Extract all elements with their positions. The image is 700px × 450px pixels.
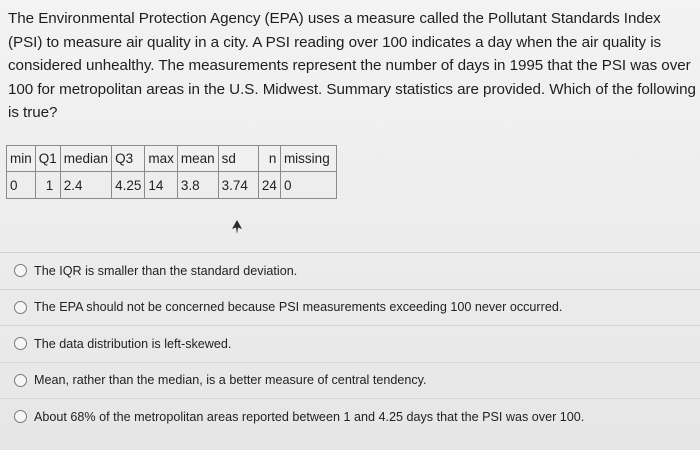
- radio-button[interactable]: [14, 410, 27, 423]
- radio-button[interactable]: [14, 301, 27, 314]
- header-n: n: [258, 146, 280, 172]
- radio-button[interactable]: [14, 264, 27, 277]
- value-min: 0: [7, 172, 36, 199]
- header-q3: Q3: [112, 146, 145, 172]
- option-4[interactable]: [0, 362, 700, 399]
- question-text: The Environmental Protection Agency (EPA) uses a measure called the Pollutant Standards Index (PSI) to measure air quality in a city. A PSI reading over 100 indicates a day when the air quality is considered unhealthy. The measurements represent the number of days in 1995 that the PSI was over 100 for metropolitan areas in the U.S. Midwest. Summary statistics are provided. Which of the following is true?: [8, 10, 696, 122]
- value-mean: 3.8: [177, 172, 218, 199]
- option-label: The IQR is smaller than the standard deviation.: [34, 263, 298, 278]
- header-mean: mean: [177, 146, 218, 172]
- table-header-row: [7, 146, 337, 172]
- mouse-pointer-icon: [231, 220, 243, 234]
- value-missing: 0: [280, 172, 336, 199]
- option-3[interactable]: [0, 325, 700, 362]
- radio-button[interactable]: [14, 374, 27, 387]
- option-2[interactable]: [0, 289, 700, 326]
- value-q1: 1: [35, 172, 60, 199]
- option-label: The EPA should not be concerned because PSI measurements exceeding 100 never occurred.: [34, 300, 563, 315]
- option-label: Mean, rather than the median, is a better measure of central tendency.: [34, 373, 427, 388]
- option-5[interactable]: [0, 398, 700, 435]
- option-label: The data distribution is left-skewed.: [34, 336, 232, 351]
- header-min: min: [7, 146, 36, 172]
- header-max: max: [145, 146, 178, 172]
- summary-statistics-table: [6, 145, 337, 199]
- value-max: 14: [145, 172, 178, 199]
- radio-button[interactable]: [14, 337, 27, 350]
- header-q1: Q1: [35, 146, 60, 172]
- option-1[interactable]: [0, 252, 700, 289]
- header-missing: missing: [280, 146, 336, 172]
- table-row: [7, 172, 337, 199]
- value-sd: 3.74: [218, 172, 258, 199]
- value-n: 24: [258, 172, 280, 199]
- answer-options: [0, 252, 700, 435]
- header-median: median: [60, 146, 111, 172]
- header-sd: sd: [218, 146, 258, 172]
- value-q3: 4.25: [112, 172, 145, 199]
- option-label: About 68% of the metropolitan areas reported between 1 and 4.25 days that the PSI was over 100.: [34, 409, 585, 424]
- value-median: 2.4: [60, 172, 111, 199]
